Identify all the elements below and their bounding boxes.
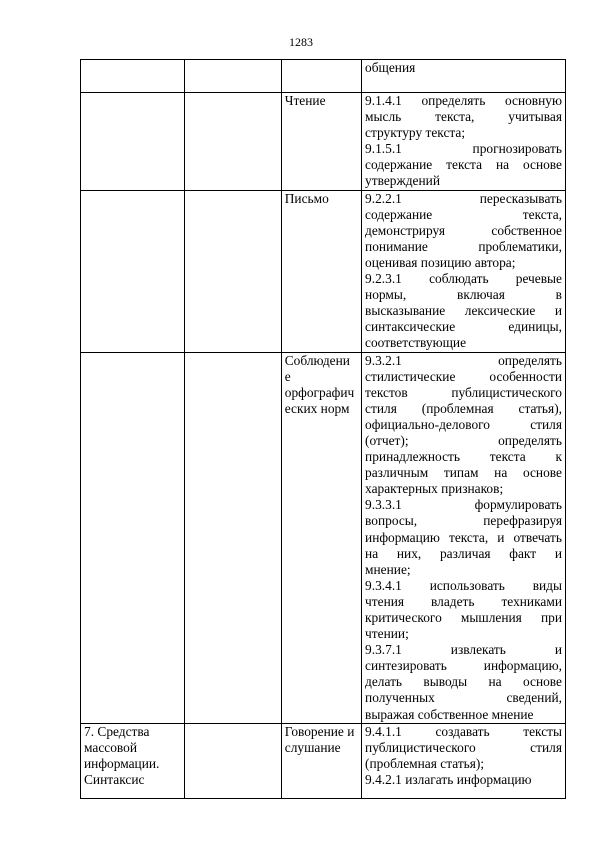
text-line: 9.4.1.1 создавать тексты [365, 723, 562, 739]
text-line: 9.3.2.1 определять [365, 352, 562, 368]
text-line: содержание текста на основе [365, 157, 562, 173]
text-line: 9.3.7.1 извлекать и [365, 642, 562, 658]
text-line: на них, различая факт и [365, 545, 562, 561]
objective-item [365, 578, 562, 642]
text-line: официально-делового стиля [365, 416, 562, 432]
text-line: делать выводы на основе [365, 674, 562, 690]
empty-cell [184, 352, 281, 723]
objective-item [365, 353, 562, 498]
text-line: утверждений [365, 173, 440, 189]
page-number: 1283 [289, 35, 313, 49]
empty-cell [184, 60, 281, 93]
text-line: мысль текста, учитывая [365, 109, 562, 125]
activity-cell [281, 352, 361, 723]
objective-item [365, 271, 562, 351]
text-line: понимание проблематики, [365, 238, 562, 254]
text-line: Говорение и [284, 723, 355, 739]
objective-item [365, 93, 562, 141]
objective-item [365, 141, 562, 189]
table-row [81, 93, 566, 191]
text-line: синтаксические единицы, [365, 319, 562, 335]
text-line: соответствующие [365, 335, 467, 351]
empty-cell [184, 723, 281, 798]
text-line: выражая собственное мнение [365, 706, 534, 722]
text-line: мнение; [365, 561, 411, 577]
text-line: орфографич [284, 384, 355, 400]
table-row [81, 352, 566, 723]
text-line: синтезировать информацию, [365, 658, 562, 674]
table-row [81, 723, 566, 798]
text-line: стиля (проблемная статья), [365, 400, 562, 416]
text-line: еских норм [284, 400, 350, 416]
text-line: высказывание лексические и [365, 303, 562, 319]
objectives-cell [362, 60, 566, 93]
text-line: массовой [84, 739, 138, 755]
text-line: демонстрируя собственное [365, 222, 562, 238]
text-line: (отчет); определять [365, 432, 562, 448]
text-line: содержание текста, [365, 206, 562, 222]
objective-item [365, 724, 562, 772]
section-cell [81, 93, 185, 191]
objective-item [365, 60, 562, 76]
objectives-cell [362, 190, 566, 352]
table-row [81, 60, 566, 93]
activity-cell [281, 190, 361, 352]
text-line: текстов публицистического [365, 384, 562, 400]
objectives-cell [362, 352, 566, 723]
text-line: 7. Средства [84, 723, 150, 739]
text-line: 9.3.4.1 использовать виды [365, 577, 562, 593]
objective-item [365, 772, 562, 788]
text-line: Синтаксис [84, 771, 145, 787]
section-cell [81, 190, 185, 352]
table-row [81, 190, 566, 352]
text-line: оценивая позицию автора; [365, 254, 516, 270]
curriculum-table [80, 59, 566, 799]
text-line: характерных признаков; [365, 481, 504, 497]
text-line: различным типам на основе [365, 465, 562, 481]
activity-cell [281, 723, 361, 798]
text-line: Соблюдени [284, 352, 350, 368]
objective-item [365, 497, 562, 577]
text-line: критического мышления при [365, 610, 562, 625]
text-line: 9.3.3.1 формулировать [365, 497, 562, 513]
text-line: 9.1.5.1 прогнозировать [365, 141, 562, 157]
empty-cell [184, 190, 281, 352]
text-line: 9.4.2.1 излагать информацию [365, 771, 532, 787]
text-line: принадлежность текста к [365, 449, 562, 465]
text-line: вопросы, перефразируя [365, 513, 562, 529]
empty-cell [184, 93, 281, 191]
text-line: структуру текста; [365, 125, 466, 141]
objective-item [365, 191, 562, 271]
text-line: Чтение [284, 93, 326, 108]
activity-cell [281, 93, 361, 191]
text-line: чтения владеть техниками [365, 593, 562, 609]
table-body [81, 60, 566, 799]
text-line: публицистического стиля [365, 739, 562, 755]
text-line: (проблемная статья); [365, 755, 485, 771]
activity-cell [281, 60, 361, 93]
text-line: е [284, 368, 291, 384]
objective-item [365, 642, 562, 722]
text-line: нормы, включая в [365, 287, 562, 303]
section-cell [81, 352, 185, 723]
objectives-cell [362, 723, 566, 798]
text-line: Письмо [284, 190, 329, 206]
text-line: чтении; [365, 626, 409, 642]
text-line: 9.2.2.1 пересказывать [365, 190, 562, 206]
text-line: стилистические особенности [365, 368, 562, 384]
text-line: слушание [284, 739, 341, 755]
objectives-cell [362, 93, 566, 191]
text-line: 9.1.4.1 определять основную [365, 93, 562, 108]
text-line: 9.2.3.1 соблюдать речевые [365, 271, 562, 287]
text-line: общения [365, 60, 416, 75]
section-cell [81, 60, 185, 93]
text-line: полученных сведений, [365, 690, 562, 706]
section-cell [81, 723, 185, 798]
text-line: информации. [84, 755, 160, 771]
text-line: информацию текста, и отвечать [365, 529, 562, 545]
